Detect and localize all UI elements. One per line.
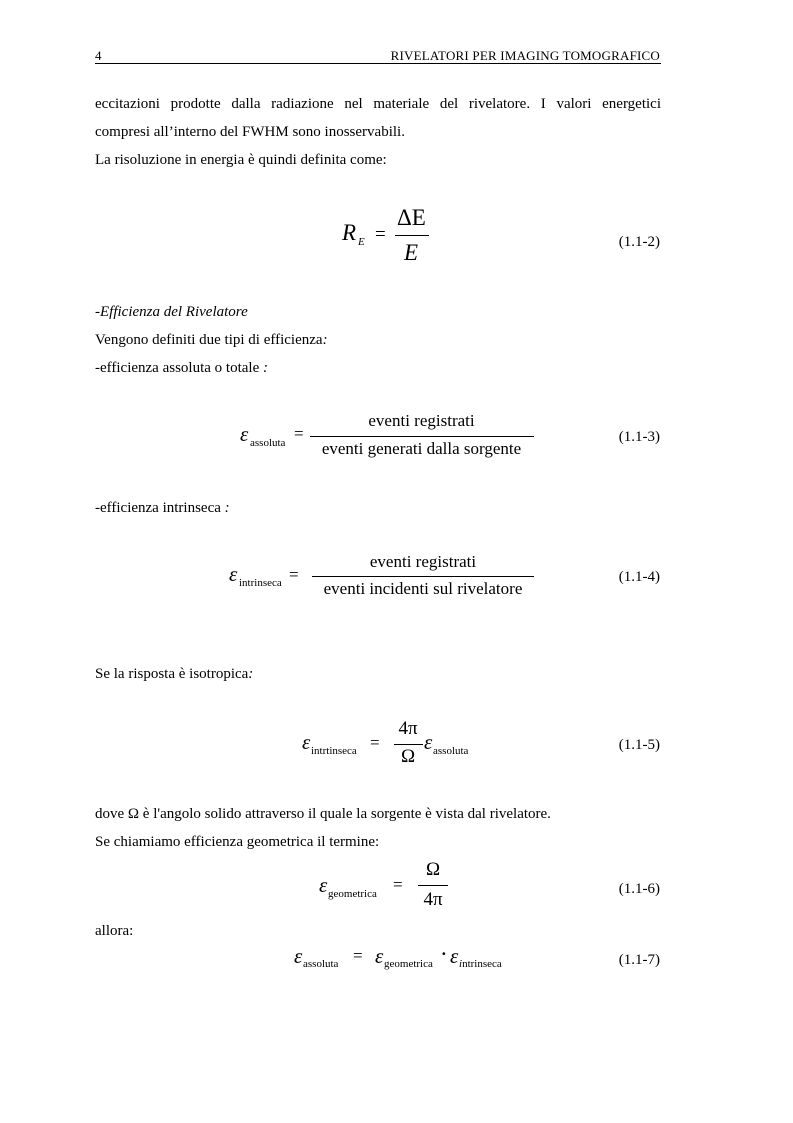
text-colon: : <box>322 332 328 348</box>
paragraph-line: eccitazioni prodotte dalla radiazione nel materiale del rivelatore. I valori energetici <box>95 96 661 112</box>
text: Vengono definiti due tipi di efficienza <box>95 332 323 348</box>
eq-equals: = <box>289 565 299 584</box>
eq-equals: = <box>353 946 363 965</box>
fraction-bar <box>418 885 448 886</box>
eq-numerator: ΔE <box>397 205 426 230</box>
running-header-title: RIVELATORI PER IMAGING TOMOGRAFICO <box>390 48 660 63</box>
equation-number: (1.1-3) <box>618 429 660 445</box>
eq-numerator: Ω <box>425 859 441 880</box>
equation-number: (1.1-4) <box>618 569 660 585</box>
eq-denominator: Ω <box>400 746 416 767</box>
paragraph-line <box>95 354 661 382</box>
eq-symbol: ε <box>229 562 238 586</box>
paragraph-line <box>95 326 661 354</box>
section-title: Efficienza del Rivelatore <box>100 304 248 320</box>
fraction-bar <box>310 436 534 437</box>
eq-denominator: eventi generati dalla sorgente <box>321 439 522 458</box>
eq-denominator: 4π <box>423 889 443 910</box>
eq-symbol: ε <box>294 944 303 968</box>
equation-number: (1.1-7) <box>618 952 660 968</box>
header-rule <box>95 63 661 64</box>
eq-subscript-italic: i <box>459 958 463 970</box>
text-colon: : <box>262 360 268 376</box>
eq-equals: = <box>370 733 380 752</box>
eq-subscript-rest: ntrinseca <box>462 958 502 970</box>
text-colon: : <box>248 666 254 682</box>
fraction-bar <box>394 744 423 745</box>
paragraph-line <box>95 660 661 688</box>
eq-subscript <box>459 958 502 970</box>
text: Se la risposta è isotropica <box>95 666 249 682</box>
paragraph-line: dove Ω è l'angolo solido attraverso il quale la sorgente è vista dal rivelatore. <box>95 806 551 822</box>
section-dash: - <box>95 304 100 320</box>
equation-number: (1.1-6) <box>618 881 660 897</box>
eq-numerator: eventi registrati <box>369 552 477 571</box>
eq-symbol: ε <box>424 730 433 754</box>
eq-denominator: eventi incidenti sul rivelatore <box>323 579 523 598</box>
eq-symbol: ε <box>450 944 459 968</box>
eq-symbol: ε <box>375 944 384 968</box>
eq-subscript: E <box>358 236 365 248</box>
eq-symbol: R <box>342 220 357 245</box>
paragraph-line <box>95 494 661 522</box>
eq-symbol: ε <box>302 730 311 754</box>
eq-numerator: 4π <box>398 718 418 739</box>
eq-subscript: geometrica <box>328 888 377 900</box>
eq-equals: = <box>294 424 304 443</box>
paragraph-line: compresi all’interno del FWHM sono inosservabili. <box>95 124 405 140</box>
text: -efficienza intrinseca <box>95 500 225 516</box>
eq-denominator: E <box>404 240 419 265</box>
text: -efficienza assoluta o totale <box>95 360 263 376</box>
eq-symbol: ε <box>319 873 328 897</box>
paragraph-line: La risoluzione in energia è quindi definita come: <box>95 152 387 168</box>
text-colon: : <box>224 500 230 516</box>
fraction-bar <box>312 576 534 577</box>
eq-dot: · <box>441 944 447 963</box>
paragraph-line: allora: <box>95 923 134 939</box>
eq-subscript: assoluta <box>433 745 469 757</box>
eq-subscript: assoluta <box>250 437 286 449</box>
eq-subscript: intrinseca <box>239 577 282 589</box>
paragraph-line: Se chiamiamo efficienza geometrica il termine: <box>95 834 380 850</box>
eq-numerator: eventi registrati <box>368 411 475 430</box>
section-heading <box>95 298 661 326</box>
eq-subscript: intrtinseca <box>311 745 357 757</box>
fraction-bar <box>395 235 429 236</box>
eq-equals: = <box>393 875 403 894</box>
page-number: 4 <box>95 48 102 63</box>
equation-number: (1.1-5) <box>618 737 660 753</box>
eq-subscript: assoluta <box>303 958 339 970</box>
eq-symbol: ε <box>240 422 249 446</box>
eq-equals: = <box>375 224 386 245</box>
eq-subscript: geometrica <box>384 958 433 970</box>
equation-number: (1.1-2) <box>618 234 660 250</box>
